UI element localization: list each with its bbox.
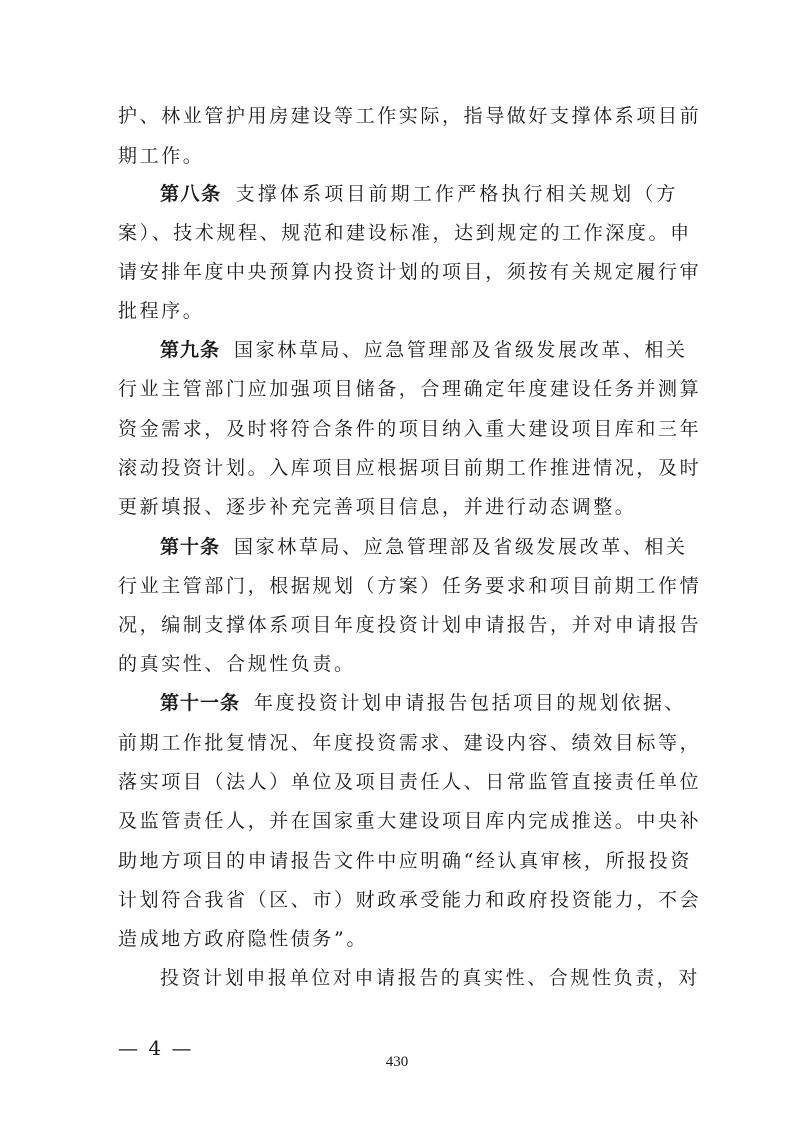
page-index: 430 bbox=[385, 1054, 409, 1070]
body-line: 护、林业管护用房建设等工作实际，指导做好支撑体系项目前 bbox=[118, 105, 702, 127]
body-line: 投资计划申报单位对申请报告的真实性、合规性负责，对 bbox=[160, 967, 701, 989]
body-line: 行业主管部门，根据规划（方案）任务要求和项目前期工作情 bbox=[118, 575, 702, 597]
article-8-heading: 第八条 bbox=[160, 183, 222, 205]
body-line: 行业主管部门应加强项目储备，合理确定年度建设任务并测算 bbox=[118, 378, 702, 400]
body-line: 的真实性、合规性负责。 bbox=[118, 653, 356, 675]
body-text: 年度投资计划申请报告包括项目的规划依据、 bbox=[254, 692, 687, 714]
article-9-first-line bbox=[160, 338, 688, 362]
article-10-heading: 第十条 bbox=[160, 536, 221, 558]
body-line: 请安排年度中央预算内投资计划的项目，须按有关规定履行审 bbox=[118, 261, 702, 283]
article-11-first-line bbox=[160, 691, 687, 715]
body-line: 计划符合我省（区、市）财政承受能力和政府投资能力，不会 bbox=[118, 889, 702, 911]
article-9-heading: 第九条 bbox=[160, 339, 221, 361]
body-line: 落实项目（法人）单位及项目责任人、日常监管直接责任单位 bbox=[118, 771, 702, 793]
body-line: 造成地方政府隐性债务”。 bbox=[118, 928, 368, 950]
body-line: 助地方项目的申请报告文件中应明确“经认真审核，所报投资 bbox=[118, 850, 692, 872]
article-8-first-line bbox=[160, 182, 678, 206]
body-text: 国家林草局、应急管理部及省级发展改革、相关 bbox=[234, 536, 688, 558]
body-line: 案）、技术规程、规范和建设标准，达到规定的工作深度。申 bbox=[118, 222, 692, 244]
body-line: 批程序。 bbox=[118, 300, 205, 322]
body-line: 况，编制支撑体系项目年度投资计划申请报告，并对申请报告 bbox=[118, 614, 702, 636]
body-line: 更新填报、逐步补充完善项目信息，并进行动态调整。 bbox=[118, 496, 637, 518]
body-text: 支撑体系项目前期工作严格执行相关规划（方 bbox=[235, 183, 678, 205]
body-line: 前期工作批复情况、年度投资需求、建设内容、绩效目标等， bbox=[118, 732, 702, 754]
body-line: 及监管责任人，并在国家重大建设项目库内完成推送。中央补 bbox=[118, 810, 702, 832]
article-11-heading: 第十一条 bbox=[160, 692, 241, 714]
page-number: — 4 — bbox=[118, 1036, 194, 1060]
body-line: 资金需求，及时将符合条件的项目纳入重大建设项目库和三年 bbox=[118, 418, 702, 440]
article-10-first-line bbox=[160, 535, 688, 559]
body-line: 滚动投资计划。入库项目应根据项目前期工作推进情况，及时 bbox=[118, 457, 702, 479]
body-line: 期工作。 bbox=[118, 145, 205, 167]
body-text: 国家林草局、应急管理部及省级发展改革、相关 bbox=[234, 339, 688, 361]
